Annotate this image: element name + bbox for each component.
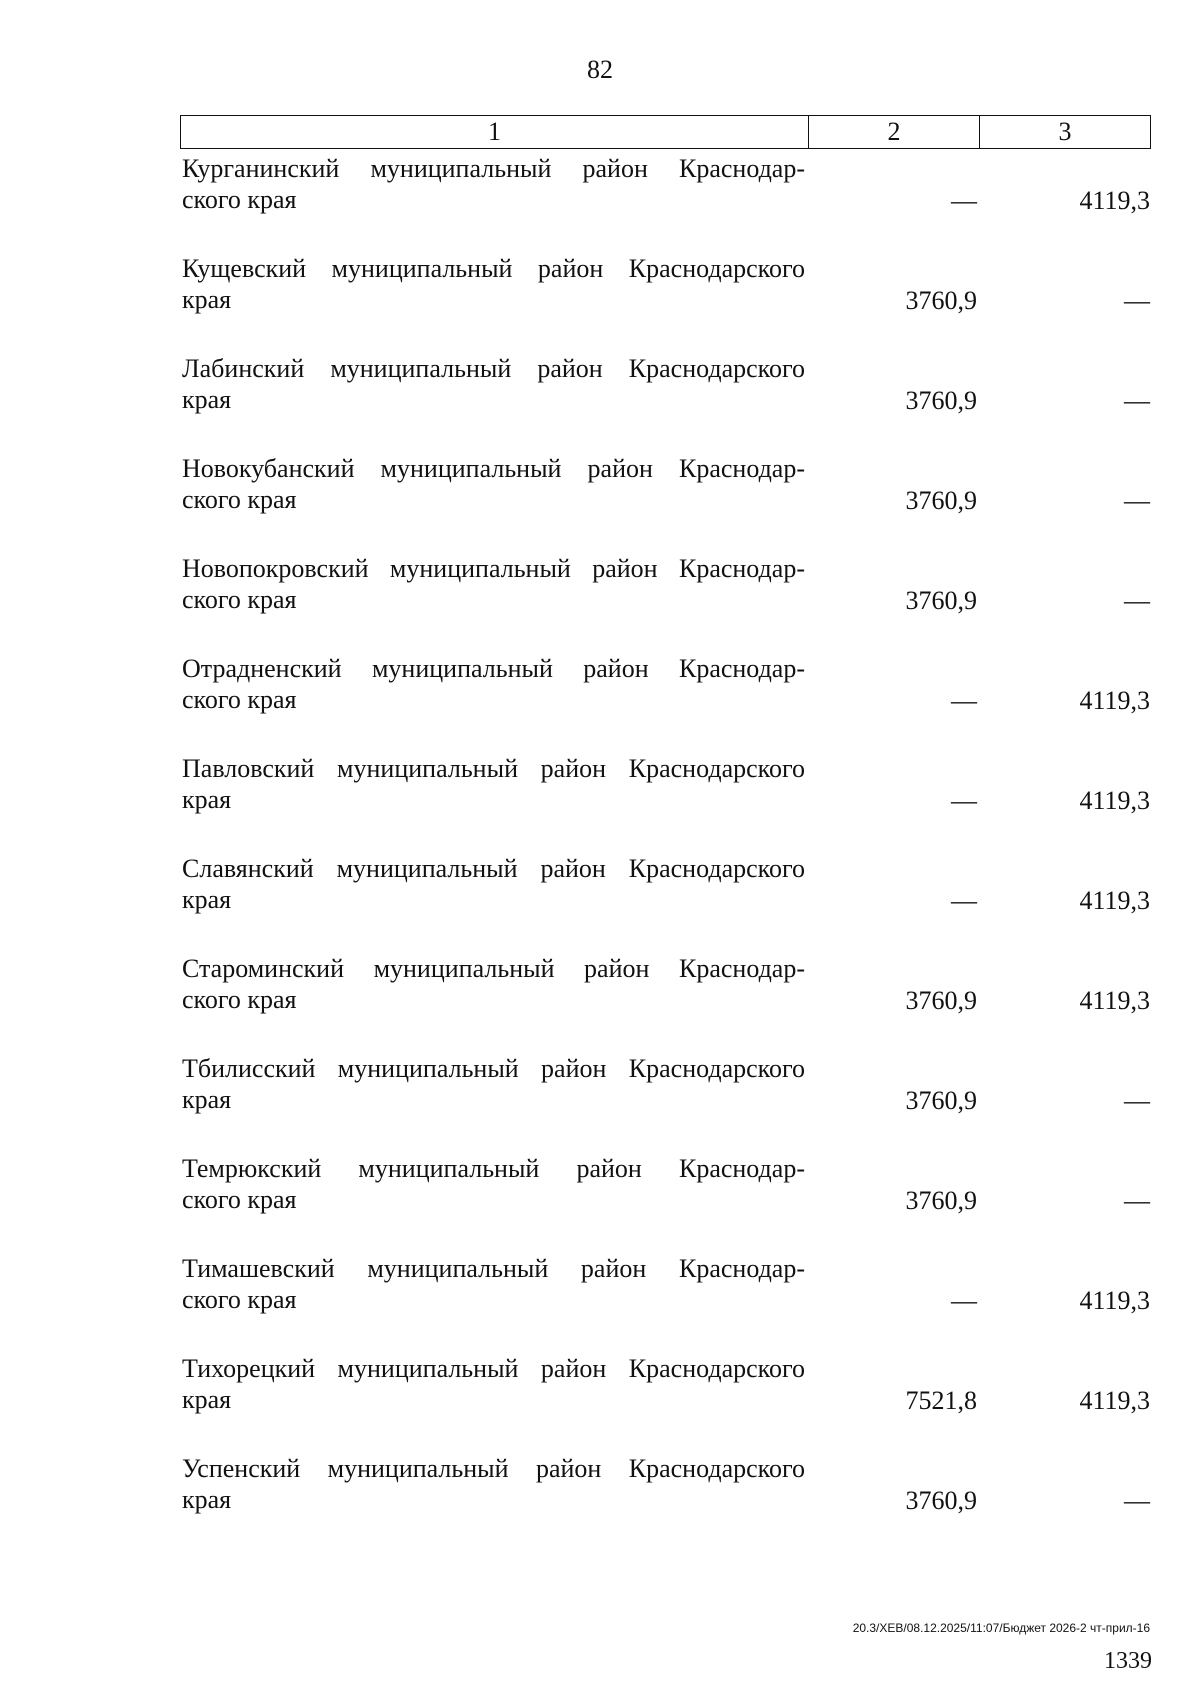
column-header-3: 3 [980,116,1151,149]
district-name [182,353,805,415]
table-row [180,1449,1150,1549]
table-row [180,1349,1150,1449]
district-name [182,1153,805,1215]
district-name-line: ского края [182,1185,297,1214]
table-row [180,649,1150,749]
column-3-value: 4119,3 [1079,1386,1150,1415]
district-name [182,1353,805,1415]
column-3-value: — [1124,386,1150,415]
district-name-line: края [182,885,232,914]
district-name [182,553,805,615]
district-name [182,1453,805,1515]
table-row [180,1249,1150,1349]
column-header-row [181,116,1151,149]
column-3-value: 4119,3 [1079,886,1150,915]
table-row [180,549,1150,649]
district-name [182,853,805,915]
column-2-value: 3760,9 [905,386,977,415]
district-name-line: Лабинский муниципальный район Краснодарского [182,354,805,383]
column-2-value: 7521,8 [905,1386,977,1415]
district-name-line: края [182,785,232,814]
table-row [180,1049,1150,1149]
column-header-table [180,115,1151,149]
district-name-line: ского края [182,485,297,514]
column-2-value: 3760,9 [905,586,977,615]
column-3-value: — [1124,1486,1150,1515]
table-row [180,849,1150,949]
district-name-line: ского края [182,185,297,214]
district-name-line: Новопокровский муниципальный район Краснодар- [182,554,805,583]
district-name-line: Темрюкский муниципальный район Краснодар- [182,1154,805,1183]
district-name-line: края [182,1485,232,1514]
column-3-value: — [1124,1186,1150,1215]
district-name-line: края [182,385,232,414]
column-2-value: — [951,786,977,815]
district-name [182,1053,805,1115]
district-name-line: Успенский муниципальный район Краснодарского [182,1454,805,1483]
table-row [180,349,1150,449]
column-2-value: — [951,1286,977,1315]
table-row [180,1149,1150,1249]
district-name [182,753,805,815]
table-row [180,949,1150,1049]
district-name-line: Кущевский муниципальный район Краснодарского [182,254,805,283]
column-2-value: — [951,886,977,915]
district-name [182,253,805,315]
district-name-line: края [182,1085,232,1114]
column-header-1: 1 [181,116,809,149]
district-name-line: Тихорецкий муниципальный район Краснодарского [182,1354,805,1383]
document-stamp: 20.3/ХЕВ/08.12.2025/11:07/Бюджет 2026-2 чт-прил-16 [852,1621,1150,1635]
district-name [182,1253,805,1315]
district-name-line: Новокубанский муниципальный район Краснодар- [182,454,805,483]
district-name [182,953,805,1015]
district-name-line: ского края [182,985,297,1014]
column-3-value: — [1124,586,1150,615]
district-name-line: Тбилисский муниципальный район Краснодарского [182,1054,805,1083]
column-2-value: 3760,9 [905,1186,977,1215]
sheet-number: 1339 [1104,1648,1152,1674]
column-3-value: 4119,3 [1079,686,1150,715]
district-name-line: ского края [182,585,297,614]
district-name-line: Курганинский муниципальный район Краснодар- [182,154,805,183]
district-name-line: края [182,285,232,314]
district-name [182,653,805,715]
column-2-value: 3760,9 [905,1086,977,1115]
district-name-line: края [182,1385,232,1414]
page-number: 82 [587,55,613,84]
table-row [180,449,1150,549]
column-2-value: — [951,186,977,215]
column-3-value: 4119,3 [1079,986,1150,1015]
district-name-line: Староминский муниципальный район Краснодар- [182,954,805,983]
column-3-value: — [1124,486,1150,515]
column-2-value: 3760,9 [905,986,977,1015]
column-3-value: 4119,3 [1079,186,1150,215]
district-name [182,453,805,515]
column-2-value: — [951,686,977,715]
column-header-2: 2 [809,116,980,149]
table-body [180,149,1150,1549]
district-name-line: Отрадненский муниципальный район Краснодар- [182,654,805,683]
district-name-line: Тимашевский муниципальный район Краснодар- [182,1254,805,1283]
district-name-line: Павловский муниципальный район Краснодарского [182,754,805,783]
district-name [182,153,805,215]
district-name-line: Славянский муниципальный район Краснодарского [182,854,805,883]
table-row [180,249,1150,349]
district-name-line: ского края [182,1285,297,1314]
column-3-value: — [1124,1086,1150,1115]
column-3-value: 4119,3 [1079,786,1150,815]
column-2-value: 3760,9 [905,486,977,515]
district-name-line: ского края [182,685,297,714]
column-2-value: 3760,9 [905,1486,977,1515]
column-3-value: — [1124,286,1150,315]
column-3-value: 4119,3 [1079,1286,1150,1315]
table-row [180,749,1150,849]
table-row [180,149,1150,249]
column-2-value: 3760,9 [905,286,977,315]
